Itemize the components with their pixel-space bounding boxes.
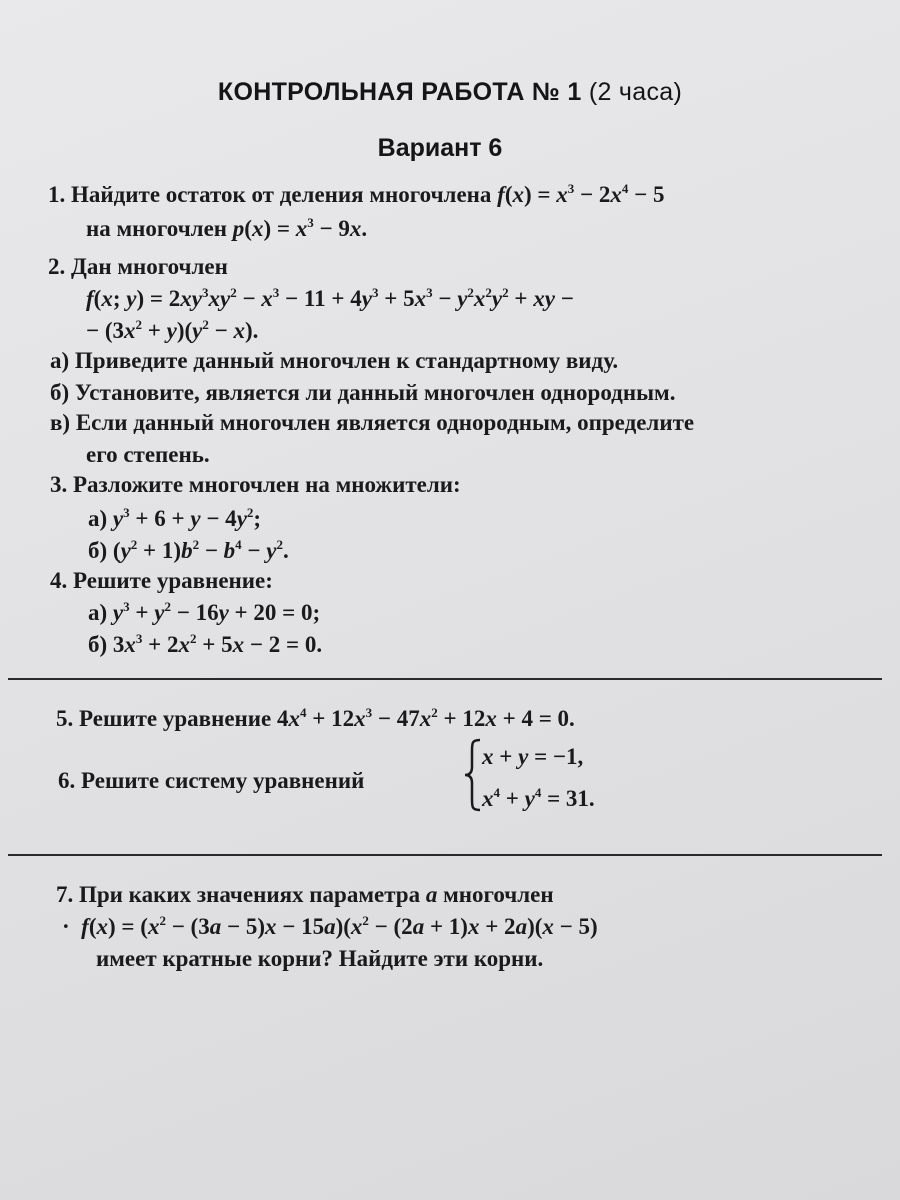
task-2-part-b: б) Установите, является ли данный многочлен однородным.	[50, 380, 676, 405]
task-2-formula-line-1: f(x; $y) = 2xy^3xy^2 - x^3 - 11 + 4y^3 + 5x^3 - y^2x^2y^2$ + xy −	[86, 285, 574, 311]
task-2-part-c: в) Если данный многочлен является однородным, определите	[50, 410, 695, 435]
task-3-part-a: а) $y^3 + 6 + y - 4y^2$;	[88, 505, 262, 531]
task-4-line-1: 4. Решите уравнение:	[50, 568, 273, 593]
task-2-line-1: 2. Дан многочлен	[48, 254, 228, 279]
task-5	[56, 704, 575, 734]
title-duration: (2 часа)	[588, 78, 683, 106]
task-7-line-1: 7. При каких значениях параметра a многочлен	[56, 882, 554, 907]
task-1-line-1	[48, 180, 664, 210]
task-2-formula-line-2: − $(3x^2 + y)(y^2 - x)$.	[86, 317, 259, 343]
system-equation-1: x + y = −1,	[482, 744, 584, 769]
section-divider-2	[8, 854, 882, 856]
task-3-line-1: 3. Разложите многочлен на множители:	[50, 472, 461, 497]
task-1-text: 1. Найдите остаток от деления многочлена	[48, 182, 492, 207]
variant-label: Вариант 6	[377, 134, 503, 162]
section-divider-1	[8, 678, 882, 680]
task-1-line-2	[86, 214, 367, 244]
task-1-text-2: на многочлен	[86, 216, 228, 241]
task-7-text-word: многочлен	[443, 882, 554, 907]
task-5-text: 5. Решите уравнение	[56, 706, 272, 731]
task-1-formula-p: $p(x) = x^3 - 9x$.	[232, 215, 368, 241]
task-4-part-b: б) $3x^3 + 2x^2 + 5x - 2 = 0$.	[88, 631, 323, 657]
task-3-part-b: б) $(y^2 + 1)b^2 - b^4 - y^2$.	[88, 537, 289, 563]
task-7-line-3: имеет кратные корни? Найдите эти корни.	[96, 946, 544, 971]
task-2-part-a: а) Приведите данный многочлен к стандартному виду.	[50, 348, 619, 373]
system-brace	[462, 737, 484, 813]
system-equation-2: $x^4 + y^4 = 31$.	[482, 785, 595, 811]
task-7-text: 7. При каких значениях параметра	[56, 882, 421, 907]
title-text: КОНТРОЛЬНАЯ РАБОТА № 1	[217, 78, 582, 106]
task-7-formula: · $f(x) = (x^2 - (3a - 5)x - 15a)(x^2 - (2a + 1)x + 2a)(x - 5)$	[62, 913, 598, 939]
task-6-text: 6. Решите систему уравнений	[58, 768, 365, 793]
task-1-formula-f: $f(x) = x^3 - 2x^4 - 5$	[497, 181, 665, 207]
task-2-part-c-cont: его степень.	[86, 442, 210, 467]
task-5-equation: $4x^4 + 12x^3 - 47x^2 + 12x + 4 = 0$.	[277, 705, 575, 731]
task-4-part-a: а) $y^3 + y^2 - 16y + 20 = 0$;	[88, 599, 321, 625]
page-title	[0, 78, 900, 107]
